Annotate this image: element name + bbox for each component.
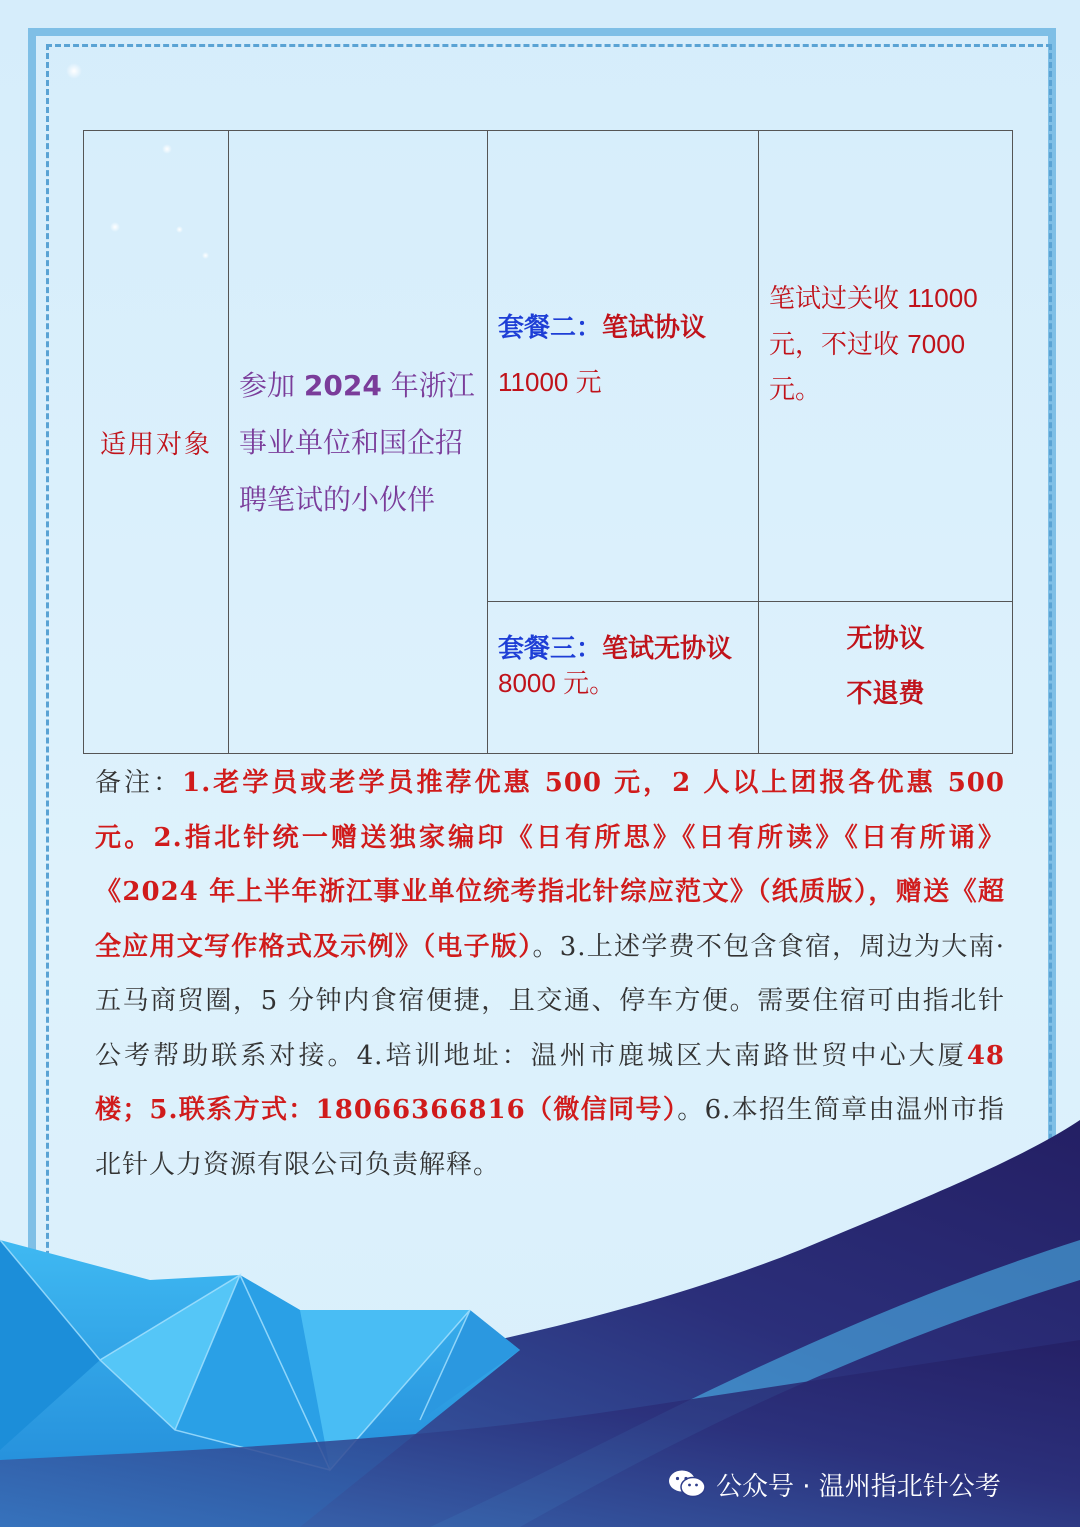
- terms-number: 7000: [907, 329, 966, 359]
- terms-text: 笔试过关收: [769, 284, 900, 314]
- package3-price: 8000 元。: [498, 668, 616, 698]
- wechat-account-name: 公众号 · 温州指北针公考: [716, 1471, 1001, 1502]
- package3-terms: [769, 612, 1002, 722]
- package3-name: 笔试无协议: [602, 634, 733, 664]
- package2-name: 笔试协议: [602, 313, 707, 343]
- target-audience-cell: [229, 131, 488, 754]
- package2-terms-cell: [759, 131, 1013, 602]
- package3-terms-line1: 无协议: [846, 624, 925, 654]
- package2-cell: [488, 131, 759, 602]
- notes-item-1-2: 1.老学员或老学员推荐优惠 500 元，2 人以上团报各优惠 500 元。2.指北针统一赠送独家编印《日有所思》《日有所读》《日有所诵》《2024 年上半年浙江事业单位统考指北针综应范文》（纸质版），赠送《超全应用文写作格式及示例》（电子版）: [95, 768, 1005, 962]
- package3-description: [498, 632, 748, 701]
- package3-terms-cell: [759, 602, 1013, 754]
- wechat-icon: [668, 1469, 706, 1499]
- target-suffix: 年浙江事业单位和国企招聘笔试的小伙伴: [239, 368, 475, 516]
- notes-label: 备注：: [95, 768, 183, 798]
- package2-terms: [769, 276, 1002, 413]
- terms-text: 元。: [769, 375, 822, 405]
- sparkle-icon: [66, 63, 82, 79]
- package2-label: 套餐二：: [498, 313, 603, 343]
- target-prefix: 参加: [239, 368, 296, 402]
- package3-cell: [488, 602, 759, 754]
- terms-text: 元，不过收: [769, 330, 900, 360]
- package-table: [83, 130, 1013, 754]
- terms-number: 11000: [907, 283, 978, 313]
- notes-item-3-4: 。3.上述学费不包含食宿，周边为大南·五马商贸圈，5 分钟内食宿便捷，且交通、停车方便。需要住宿可由指北针公考帮助联系对接。4.培训地址：温州市鹿城区大南路世贸中心大厦: [95, 931, 1005, 1071]
- package3-label: 套餐三：: [498, 634, 603, 664]
- target-year: 2024: [303, 368, 382, 402]
- applicable-label-cell: [84, 131, 229, 754]
- applicable-label: 适用对象: [99, 429, 212, 460]
- notes-item-6: 。6.本招生简章由温州市指北针人力资源有限公司负责解释。: [95, 1095, 1005, 1180]
- package2-price: 11000 元: [498, 367, 602, 397]
- package2-description: [498, 301, 748, 410]
- wechat-account-label: [668, 1462, 1001, 1506]
- notes-item-contact: 48 楼；5.联系方式：18066366816（微信同号）: [95, 1040, 1005, 1125]
- package3-terms-line2: 不退费: [846, 679, 925, 709]
